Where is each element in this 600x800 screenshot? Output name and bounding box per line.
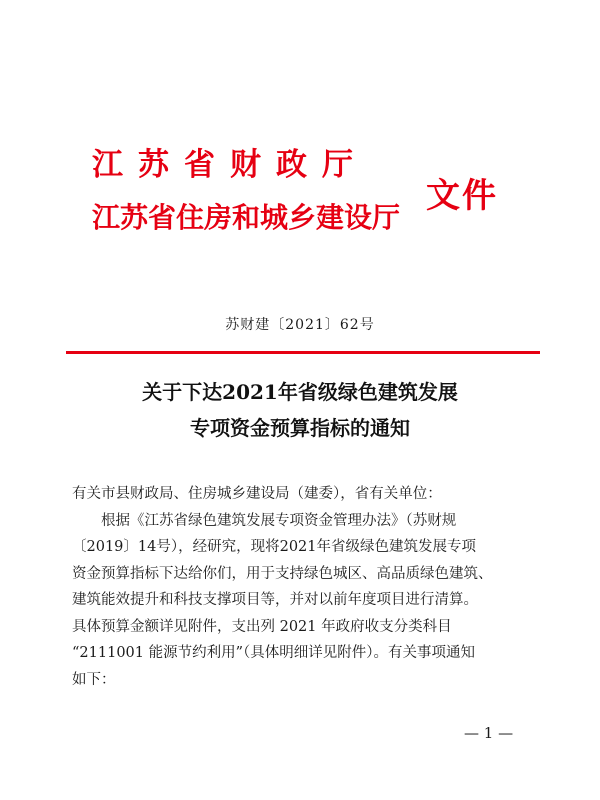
document-body xyxy=(72,481,542,693)
page-number: — 1 — xyxy=(464,724,514,742)
paragraph-line: 根据《江苏省绿色建筑发展专项资金管理办法》（苏财规 xyxy=(101,512,457,529)
issuing-authorities xyxy=(92,142,432,238)
paragraph-line: 〔2019〕14号），经研究，现将2021年省级绿色建筑发展专项 xyxy=(72,539,477,555)
paragraph-line: 具体预算金额详见附件，支出列 2021 年政府收支分类科目 xyxy=(72,618,452,635)
paragraph-line: 建筑能效提升和科技支撑项目等，并对以前年度项目进行清算。 xyxy=(72,592,478,608)
salutation: 有关市县财政局、住房城乡建设局（建委），省有关单位： xyxy=(72,486,442,502)
paragraph-line: “2111001 能源节约利用”（具体明细详见附件）。有关事项通知 xyxy=(72,645,476,661)
paragraph-line: 如下： xyxy=(72,671,116,688)
issuer-housing-department: 江苏省住房和城乡建设厅 xyxy=(92,201,401,234)
document-title xyxy=(0,374,600,446)
document-number: 苏财建〔2021〕62号 xyxy=(225,317,375,333)
red-divider-line xyxy=(66,351,540,354)
title-line-2: 专项资金预算指标的通知 xyxy=(190,416,410,440)
document-mark: 文件 xyxy=(426,176,498,216)
issuer-finance-department: 江苏省财政厅 xyxy=(92,147,368,183)
title-line-1: 关于下达2021年省级绿色建筑发展 xyxy=(142,380,458,404)
paragraph-line: 资金预算指标下达给你们，用于支持绿色城区、高品质绿色建筑、 xyxy=(72,565,493,582)
